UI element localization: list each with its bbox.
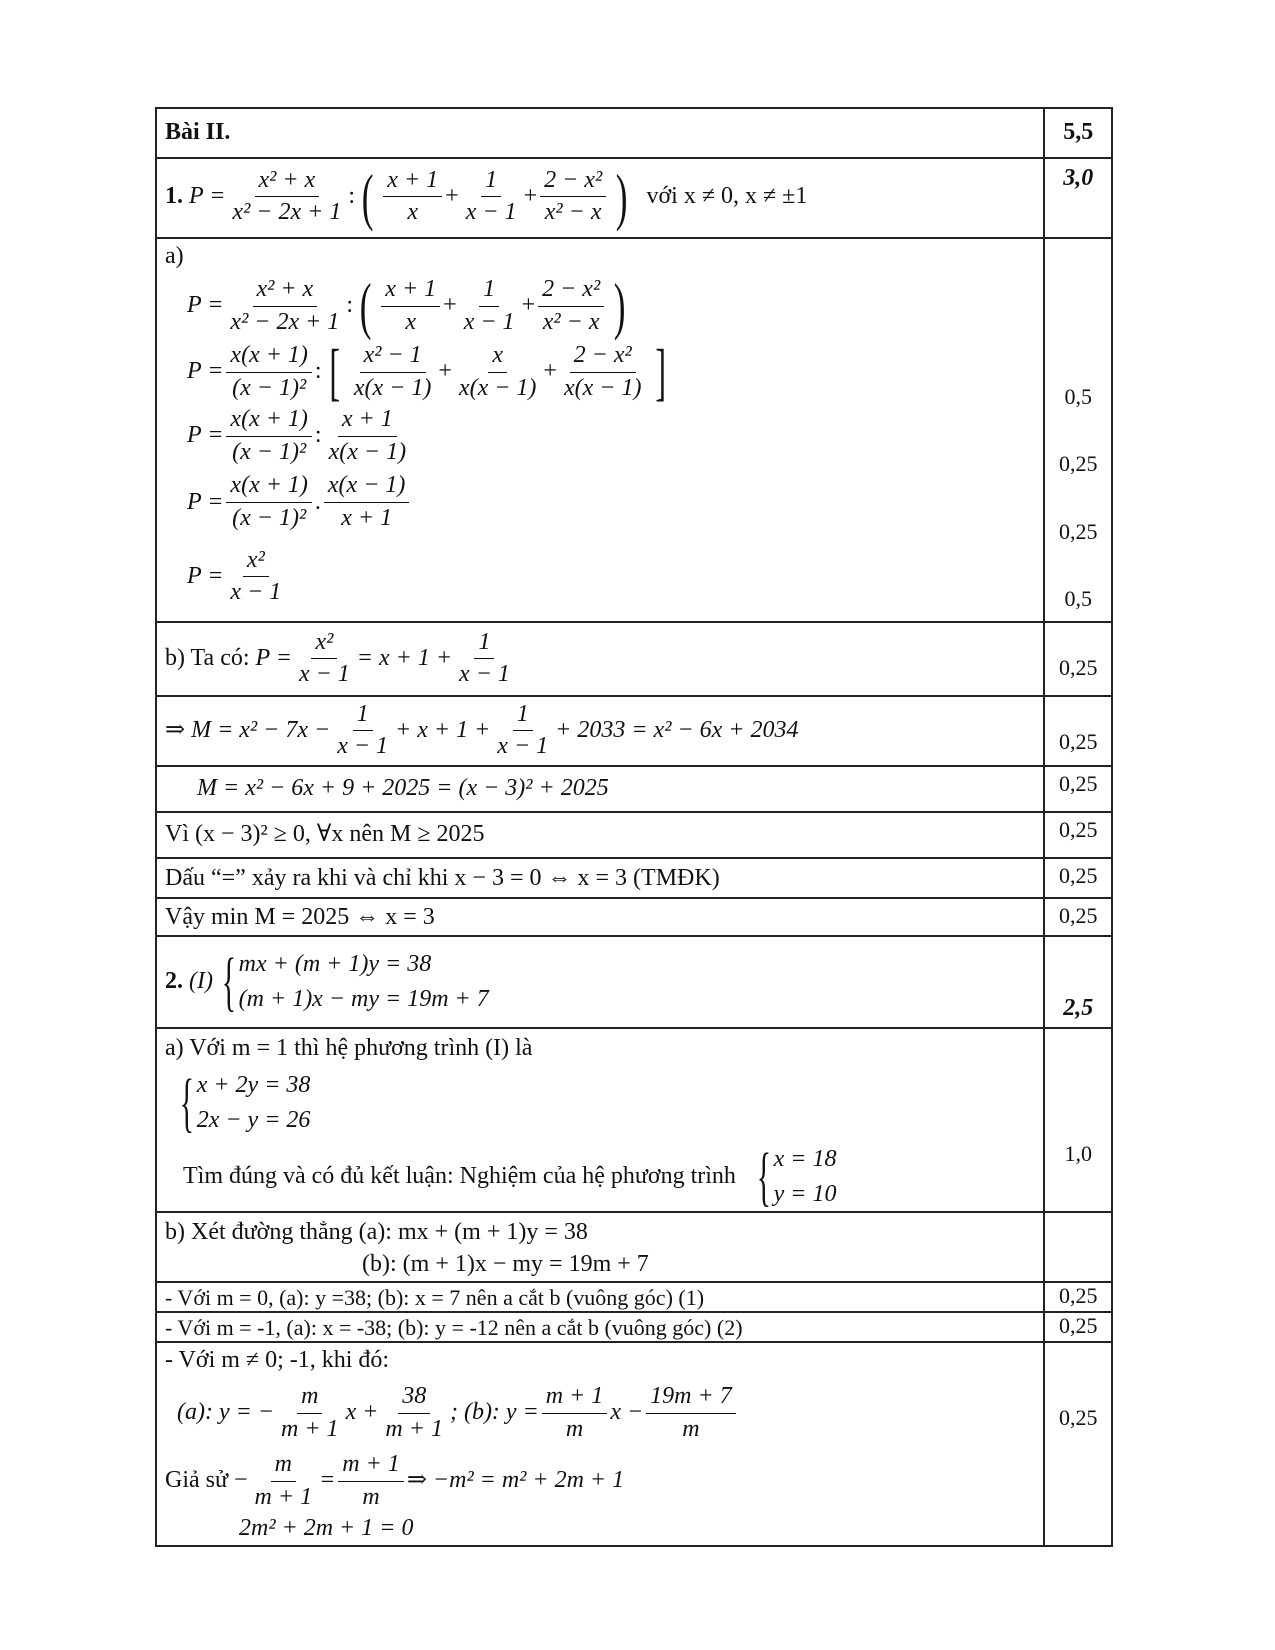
a-line-1: P = $\frac{\text{x² + x}}{\text{x² − 2x + 1}}$ : ( $\frac{x + 1}{x}$ + $\frac{1}{x - 1}$ + $\frac{\text{2 − x²}}{\text{x² − x}}$ ) [187,270,626,342]
a-line-3: P = $\frac{x(x + 1)}{\text{(x − 1)²}}$ : $\frac{x + 1}{x(x - 1)}$ [187,406,407,465]
score-2b1: 0,25 [1058,1283,1098,1309]
a-line-4: P = $\frac{x(x + 1)}{\text{(x − 1)²}}$ . $\frac{x(x - 1)}{x + 1}$ [157,466,1043,532]
p-symbol: P = [189,182,226,209]
part1b-row-5: Dấu “=” xảy ra khi và chỉ khi x − 3 = 0 ⇔ x = 3 (TMĐK) 0,25 [156,858,1112,898]
part2-score: 2,5 [1063,994,1094,1021]
part2a-row: a) Với m = 1 thì hệ phương trình (I) là { x + 2y = 38 2x − y = 26 Tìm đúng và có đủ kết luận: Nghiệm của hệ phương trình { x = 18 y = 10 1,0 [156,1028,1112,1213]
fraction: $\frac{\text{2 − x²}}{\text{x² − x}}$ [540,167,606,227]
score-b3: 0,25 [1058,770,1098,796]
part1-label: 1. [165,182,183,209]
a-line-2: P = $\frac{x(x + 1)}{\text{(x − 1)²}}$ : [ $\frac{\text{x² − 1}}{x(x - 1)}$ + $\frac{x}{x(x - 1)}$ + $\frac{\text{2 − x²}}{x(x - 1)}$ ] [187,336,667,408]
part2b-row-4: - Với m ≠ 0; -1, khi đó: (a): y = − $\frac{m}{m + 1}$ x + $\frac{38}{m + 1}$ ; (b): y = $\frac{m + 1}{m}$ x − $\frac{19m + 7}{m}$ Giả sử − $\frac{m}{m + 1}$ = $\frac{m + 1}{m}$ ⇒ −m² = m² + 2m + 1 2m² + 2m + 1 = 0 0,25 [156,1342,1112,1546]
part1b-row-4: Vì (x − 3)² ≥ 0, ∀x nên M ≥ 2025 0,25 [156,812,1112,858]
fraction: $\frac{x + 1}{x}$ [383,167,442,227]
part1b-row-6: Vậy min M = 2025 ⇔ x = 3 0,25 [156,898,1112,936]
score-a4: 0,25 [1058,518,1098,544]
part2b-row-2: - Với m = 0, (a): y =38; (b): x = 7 nên a cắt b (vuông góc) (1) 0,25 [156,1282,1112,1312]
part2-row: 2. (I) { mx + (m + 1)y = 38 (m + 1)x − my = 19m + 7 2,5 [156,936,1112,1028]
part1b-row-1: b) Ta có: P = $\frac{\text{x²}}{x - 1}$ = x + 1 + $\frac{1}{x - 1}$ 0,25 [156,622,1112,696]
score-b4: 0,25 [1058,816,1098,842]
part-a-label: a) [165,242,184,269]
score-b1: 0,25 [1058,654,1098,680]
section-title: Bài II. [165,119,231,145]
condition: với x ≠ 0, x ≠ ±1 [646,182,808,209]
score-b5: 0,25 [1058,862,1098,888]
fraction: $\frac{1}{x - 1}$ [465,166,517,226]
score-2a: 1,0 [1064,1140,1092,1166]
part1b-row-3: M = x² − 6x + 9 + 2025 = (x − 3)² + 2025 0,25 [156,766,1112,812]
score-b2: 0,25 [1058,728,1098,754]
part1b-row-2: ⇒ M = x² − 7x − $\frac{1}{x - 1}$ + x + 1 + $\frac{1}{x - 1}$ + 2033 = x² − 6x + 2034 0,25 [156,696,1112,766]
score-a3: 0,25 [1058,450,1098,476]
score-a2: 0,5 [1064,383,1092,409]
part1-score: 3,0 [1063,164,1094,191]
solution-table [155,107,1113,1547]
part1-row: 1. P = $\frac{\text{x² + x}}{\text{x² − 2x + 1}}$ : ( $\frac{x + 1}{x}$ + $\frac{1}{x - 1}$ + $\frac{\text{2 − x²}}{\text{x² − x}}$ ) với x ≠ 0, x ≠ ±1 3,0 [156,158,1112,238]
score-2b2: 0,25 [1058,1313,1098,1339]
part1a-row [156,238,1112,622]
score-a5: 0,5 [1064,585,1092,611]
score-b6: 0,25 [1058,902,1098,928]
section-score: 5,5 [1063,119,1094,145]
part2b-row-1: b) Xét đường thẳng (a): mx + (m + 1)y = 38 (b): (m + 1)x − my = 19m + 7 [156,1212,1112,1282]
score-2b3: 0,25 [1058,1405,1098,1431]
header-row [156,108,1112,158]
fraction: $\frac{\text{x² + x}}{\text{x² − 2x + 1}}$ [232,166,342,226]
a-line-5: P = $\frac{\text{x²}}{x - 1}$ [187,546,282,606]
part2b-row-3: - Với m = -1, (a): x = -38; (b): y = -12 nên a cắt b (vuông góc) (2) 0,25 [156,1312,1112,1342]
